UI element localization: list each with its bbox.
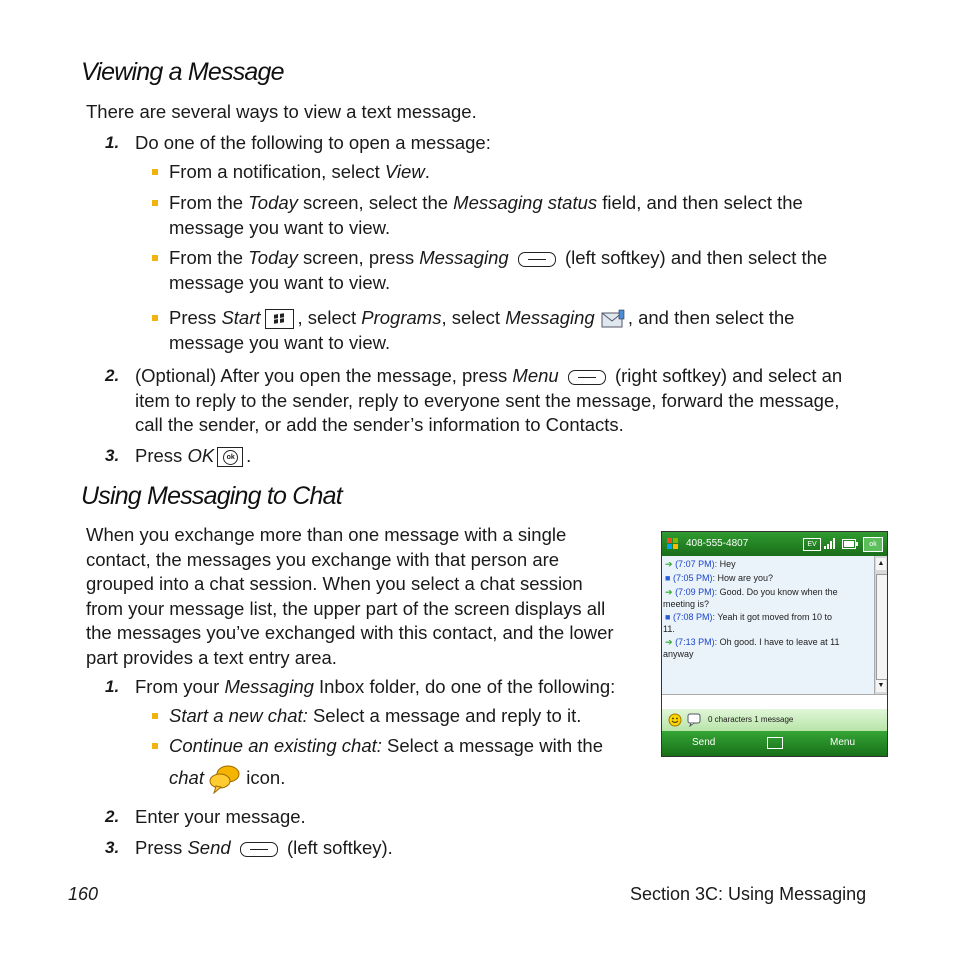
chat-message-cont: 11. <box>663 624 675 634</box>
character-count-status: 0 characters 1 message <box>708 715 794 724</box>
chat-scrollbar[interactable] <box>874 556 888 694</box>
heading-viewing-message: Viewing a Message <box>81 58 284 86</box>
signal-icon <box>823 537 837 550</box>
bullet-marker <box>152 315 158 321</box>
left-softkey-icon <box>240 842 278 857</box>
step-text: Do one of the following to open a message: <box>135 132 491 153</box>
bullet-marker <box>152 169 158 175</box>
messaging-envelope-icon <box>600 308 628 330</box>
step-text: (Optional) After you open the message, press Menu (right softkey) and select an item to reply to the sender, reply to everyone sent the message, forward the message, call the sender, or add the sender’s information to Contacts. <box>135 365 843 435</box>
step-number: 1. <box>105 677 120 696</box>
heading-messaging-chat: Using Messaging to Chat <box>81 482 342 510</box>
bullet-text: Start a new chat: Select a message and reply to it. <box>169 705 582 726</box>
bullet-text-cont: chat icon. <box>169 764 285 794</box>
scroll-down-arrow[interactable]: ▼ <box>876 680 886 692</box>
page-number: 160 <box>68 884 99 904</box>
left-softkey-icon <box>518 252 556 267</box>
right-softkey-icon <box>568 370 606 385</box>
phone-status-bar <box>662 709 887 731</box>
bullet-marker <box>152 713 158 719</box>
chat-message: ■ (7:05 PM): How are you? <box>665 573 774 583</box>
chat-message: ➔ (7:07 PM): Hey <box>665 559 736 569</box>
battery-icon <box>842 539 858 549</box>
chat-message-cont: anyway <box>663 649 694 659</box>
step-number: 3. <box>105 838 120 857</box>
step-number: 3. <box>105 446 120 465</box>
windows-start-icon <box>666 537 680 551</box>
bullet-text: From a notification, select View. <box>169 161 430 182</box>
phone-menu-bar <box>662 731 887 756</box>
paragraph-line: the messages you’ve exchanged with this contact, and the lower <box>86 622 614 643</box>
ok-key-icon: ok <box>217 447 243 467</box>
chat-message-cont: meeting is? <box>663 599 710 609</box>
quick-text-icon[interactable] <box>687 713 701 727</box>
intro-text: There are several ways to view a text message. <box>86 101 477 122</box>
ev-badge: EV <box>803 538 821 551</box>
menu-softkey[interactable]: Menu <box>830 737 856 748</box>
ok-button[interactable]: ok <box>863 537 883 552</box>
phone-chat-screenshot <box>661 531 888 757</box>
bullet-marker <box>152 200 158 206</box>
paragraph-line: contact, the messages you exchange with that person are <box>86 548 560 570</box>
phone-number-title: 408-555-4807 <box>686 538 749 549</box>
step-text: Enter your message. <box>135 806 306 827</box>
paragraph-line: When you exchange more than one message with a single <box>86 524 567 545</box>
bullet-marker <box>152 743 158 749</box>
start-key-icon <box>265 309 294 329</box>
bullet-text: From the Today screen, press Messaging (left softkey) and then select the message you want to view. <box>169 247 828 293</box>
emoticon-icon[interactable] <box>668 713 682 727</box>
bullet-text: Press Start , select Programs, select Messaging , and then select the message you want to view. <box>169 307 795 353</box>
step-number: 2. <box>105 366 120 385</box>
scroll-thumb[interactable] <box>876 574 888 680</box>
step-number: 2. <box>105 807 120 826</box>
bullet-marker <box>152 255 158 261</box>
paragraph-line: grouped into a chat session. When you select a chat session <box>86 573 583 594</box>
step-text: From your Messaging Inbox folder, do one of the following: <box>135 676 616 697</box>
chat-message: ➔ (7:09 PM): Good. Do you know when the <box>665 587 838 597</box>
chat-message: ■ (7:08 PM): Yeah it got moved from 10 to <box>665 612 833 622</box>
bullet-text: Continue an existing chat: Select a message with the <box>169 735 603 756</box>
send-softkey[interactable]: Send <box>692 737 716 748</box>
step-text: Press OK ok . <box>135 445 252 466</box>
scroll-up-arrow[interactable]: ▲ <box>876 558 886 570</box>
section-footer: Section 3C: Using Messaging <box>630 884 867 904</box>
paragraph-line: part provides a text entry area. <box>86 646 337 668</box>
chat-intro-paragraph <box>86 523 646 670</box>
chat-history <box>662 556 874 694</box>
step-number: 1. <box>105 133 120 152</box>
chat-message: ➔ (7:13 PM): Oh good. I have to leave at 11 <box>665 637 840 647</box>
paragraph-line: from your message list, the upper part of the screen displays all <box>86 597 606 619</box>
keyboard-icon[interactable] <box>767 737 783 749</box>
bullet-text: From the Today screen, select the Messaging status field, and then select the message you want to view. <box>169 192 803 238</box>
phone-title-bar <box>662 532 887 556</box>
chat-icon <box>209 764 241 794</box>
step-text: Press Send (left softkey). <box>135 837 393 858</box>
